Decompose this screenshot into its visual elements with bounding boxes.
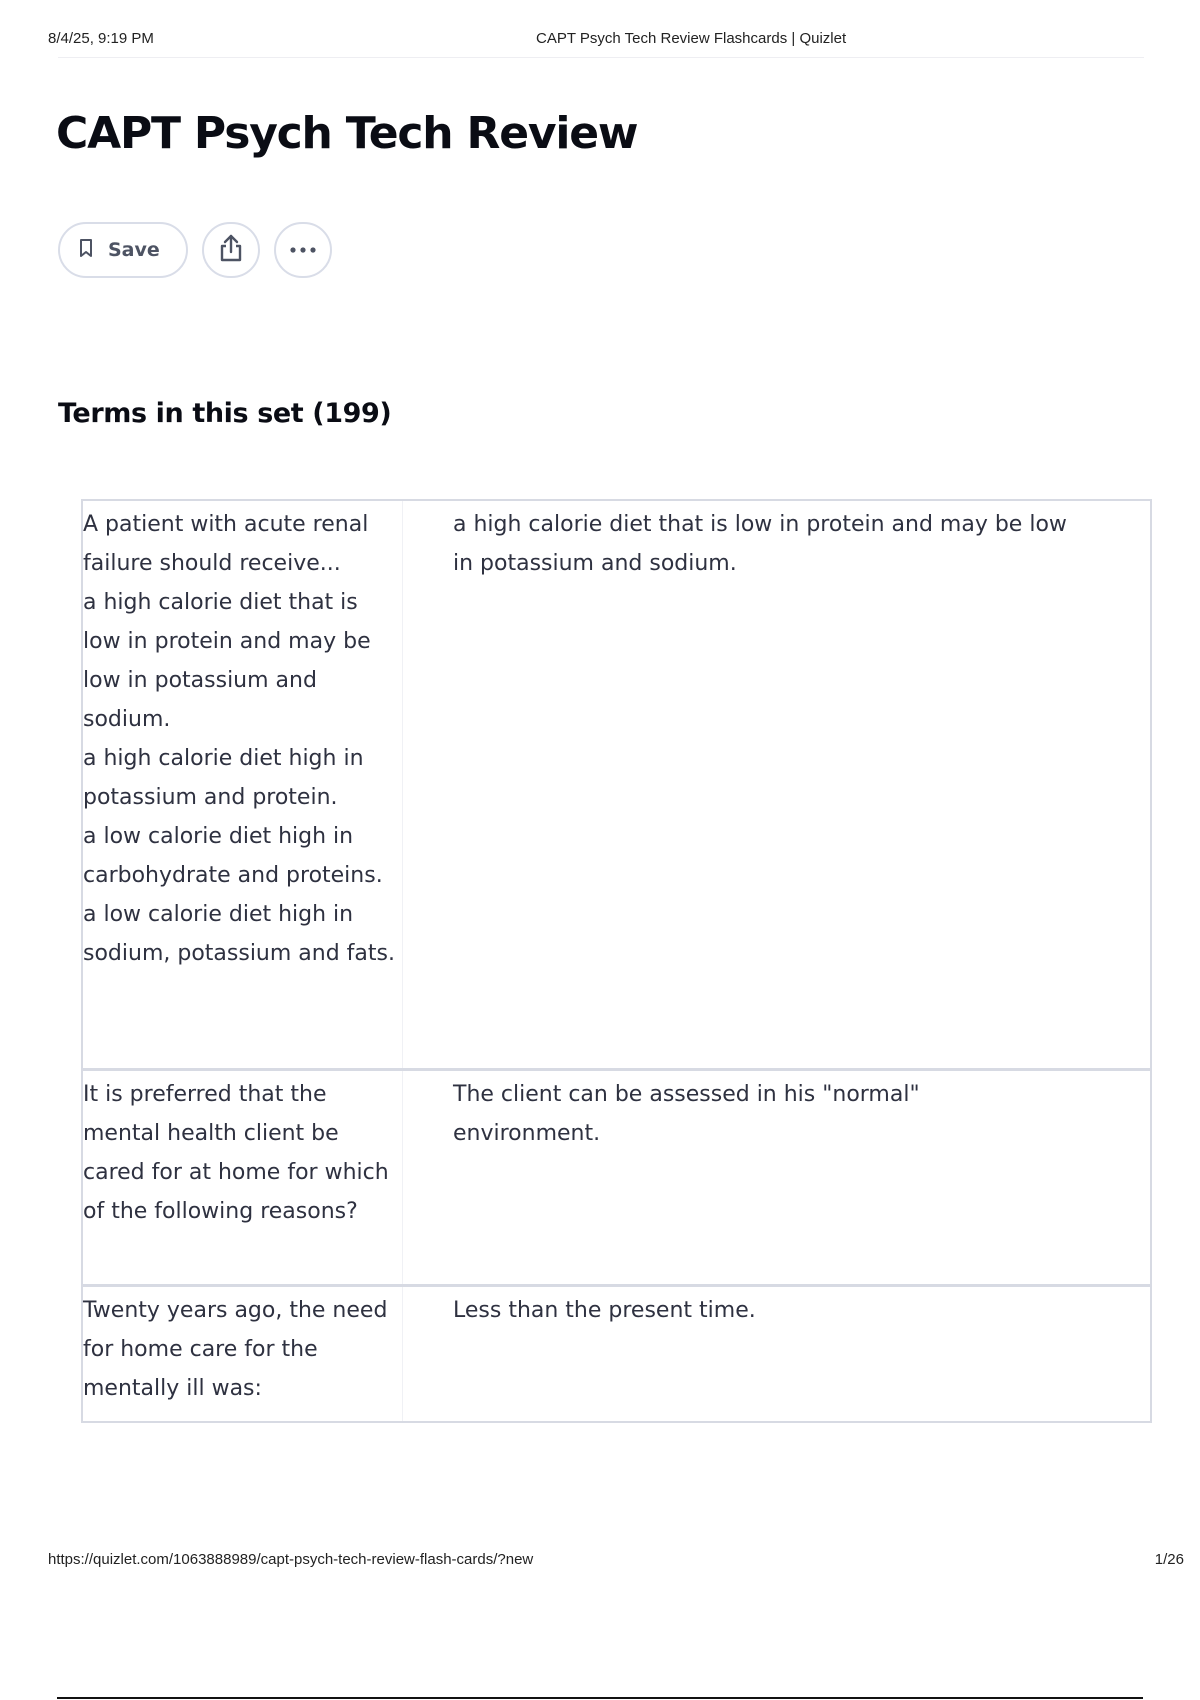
more-horizontal-icon (289, 241, 317, 259)
definition-text: The client can be assessed in his "normal" environment. (453, 1082, 920, 1146)
page-url: https://quizlet.com/1063888989/capt-psych-tech-review-flash-cards/?new (48, 1551, 534, 1568)
definition-text: Less than the present time. (453, 1298, 756, 1323)
term-row (83, 1287, 1150, 1421)
term-row (83, 1071, 1150, 1287)
more-options-button[interactable] (274, 222, 332, 278)
term-text: Twenty years ago, the need for home care for the mentally ill was: (83, 1287, 403, 1421)
term-text: It is preferred that the mental health client be cared for at home for which of the following reasons? (83, 1071, 403, 1284)
terms-section-title: Terms in this set (199) (58, 398, 392, 429)
share-icon (218, 233, 244, 268)
header-divider (58, 57, 1144, 58)
share-button[interactable] (202, 222, 260, 278)
term-row (83, 501, 1150, 1071)
definition-text: a high calorie diet that is low in protein and may be low in potassium and sodium. (453, 512, 1067, 576)
bottom-divider (57, 1697, 1143, 1699)
print-document-title: CAPT Psych Tech Review Flashcards | Quizlet (536, 30, 847, 47)
page-number: 1/26 (1154, 1551, 1184, 1568)
save-button[interactable] (58, 222, 188, 278)
term-text: A patient with acute renal failure should receive... a high calorie diet that is low in protein and may be low in potassium and sodium. a high calorie diet high in potassium and protein. a low calorie diet high in carbohydrate and proteins. a low calorie diet high in sodium, potassium and fats. (83, 501, 403, 1068)
page-title: CAPT Psych Tech Review (56, 108, 638, 159)
print-header (48, 30, 1144, 50)
save-button-label: Save (108, 239, 160, 261)
terms-table (81, 499, 1152, 1423)
bookmark-icon (78, 238, 94, 263)
print-date: 8/4/25, 9:19 PM (48, 30, 154, 47)
